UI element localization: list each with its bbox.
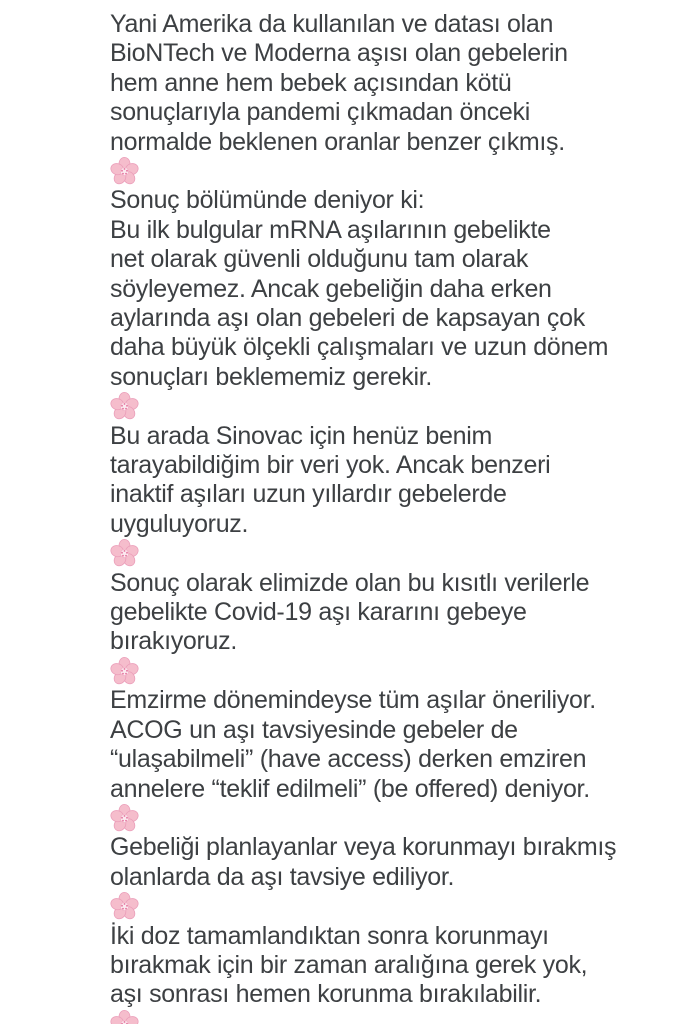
cherry-blossom-icon	[110, 392, 139, 421]
paragraph-conclusion-section	[110, 186, 670, 392]
paragraph-vaccine-data	[110, 10, 670, 157]
flower-separator	[110, 657, 670, 686]
text-line: İki doz tamamlandıktan sonra korunmayı	[110, 921, 549, 950]
text-line: Emzirme dönemindeyse tüm aşılar öneriliyor.	[110, 686, 596, 715]
flower-separator-clipped	[110, 1010, 670, 1024]
paragraph-two-doses	[110, 922, 670, 1010]
cherry-blossom-icon	[110, 157, 139, 186]
flower-separator	[110, 892, 670, 921]
text-line: Yani Amerika da kullanılan ve datası olan	[110, 10, 554, 38]
text-line: bırakmak için bir zaman aralığına gerek yok,	[110, 950, 588, 979]
text-line: Bu ilk bulgular mRNA aşılarının gebelikte	[110, 215, 551, 244]
text-line: Sonuç olarak elimizde olan bu kısıtlı verilerle	[110, 568, 590, 597]
text-line: bırakıyoruz.	[110, 627, 238, 656]
cherry-blossom-icon	[110, 657, 139, 686]
paragraph-breastfeeding	[110, 686, 670, 804]
text-line: daha büyük ölçekli çalışmaları ve uzun dönem	[110, 333, 609, 362]
text-line: BioNTech ve Moderna aşısı olan gebelerin	[110, 39, 568, 68]
cherry-blossom-icon	[110, 804, 139, 833]
flower-separator	[110, 392, 670, 421]
text-line: hem anne hem bebek açısından kötü	[110, 68, 512, 97]
paragraph-planning-pregnancy	[110, 833, 670, 892]
text-line: normalde beklenen oranlar benzer çıkmış.	[110, 127, 565, 156]
text-line: Sonuç bölümünde deniyor ki:	[110, 186, 425, 215]
text-line: olanlarda da aşı tavsiye ediliyor.	[110, 862, 455, 891]
cherry-blossom-icon	[110, 539, 139, 568]
text-line: net olarak güvenli olduğunu tam olarak	[110, 245, 529, 274]
text-line: ACOG un aşı tavsiyesinde gebeler de	[110, 715, 518, 744]
text-content	[110, 10, 670, 1024]
cherry-blossom-icon	[110, 892, 139, 921]
paragraph-decision	[110, 569, 670, 657]
cherry-blossom-icon	[110, 1010, 139, 1024]
text-line: gebelikte Covid-19 aşı kararını gebeye	[110, 598, 527, 627]
text-line: Gebeliği planlayanlar veya korunmayı bırakmış	[110, 833, 617, 862]
text-line: sonuçları beklememiz gerekir.	[110, 362, 432, 391]
text-line: inaktif aşıları uzun yıllardır gebelerde	[110, 480, 507, 509]
text-line: uyguluyoruz.	[110, 509, 249, 538]
text-line: annelere “teklif edilmeli” (be offered) deniyor.	[110, 774, 590, 803]
text-line: sonuçlarıyla pandemi çıkmadan önceki	[110, 98, 530, 127]
flower-separator	[110, 539, 670, 568]
text-line: aylarında aşı olan gebeleri de kapsayan çok	[110, 304, 585, 333]
flower-separator	[110, 157, 670, 186]
paragraph-sinovac	[110, 422, 670, 540]
text-line: “ulaşabilmeli” (have access) derken emziren	[110, 745, 587, 774]
text-line: söyleyemez. Ancak gebeliğin daha erken	[110, 274, 552, 303]
text-line: aşı sonrası hemen korunma bırakılabilir.	[110, 980, 542, 1009]
flower-separator	[110, 804, 670, 833]
text-line: Bu arada Sinovac için henüz benim	[110, 421, 493, 450]
text-line: tarayabildiğim bir veri yok. Ancak benzeri	[110, 451, 551, 480]
